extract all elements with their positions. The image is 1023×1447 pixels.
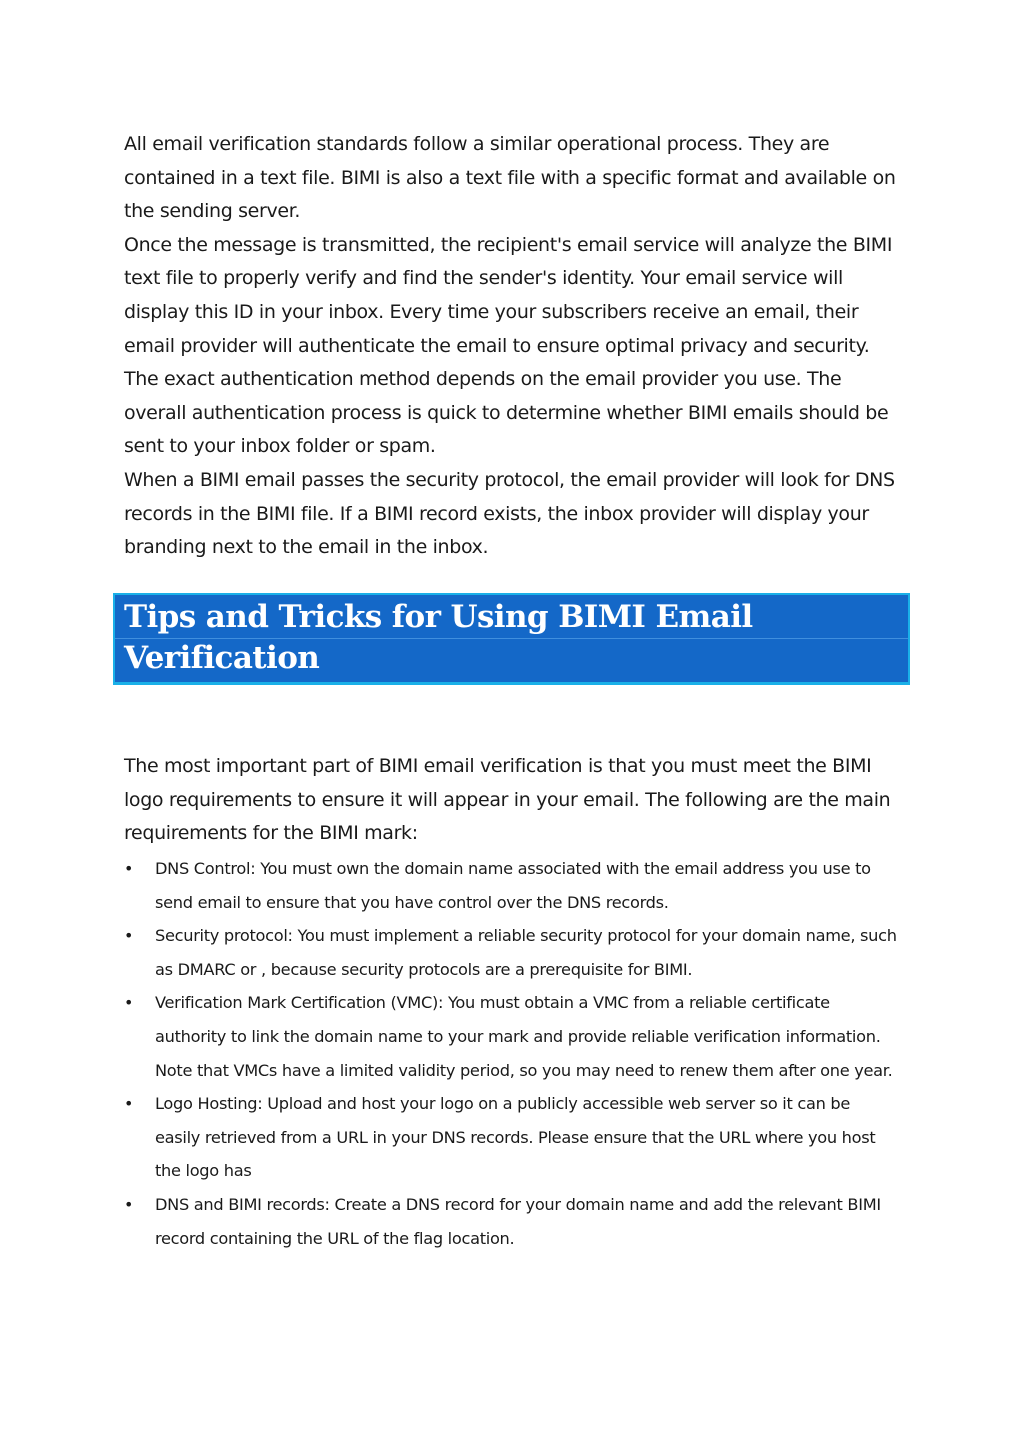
list-item <box>124 986 899 1087</box>
requirement-text: Verification Mark Certification (VMC): You must obtain a VMC from a reliable certificate authority to link the domain name to your mark and provide reliable verification information. Note that VMCs have a limited validity period, so you may need to renew them after one year. <box>155 993 893 1080</box>
bullet-icon: • <box>124 1094 134 1114</box>
intro-text <box>124 128 904 565</box>
intro-paragraph-analysis: Once the message is transmitted, the recipient's email service will analyze the BIMI text file to properly verify and find the sender's identity. Your email service will display this ID in your inbox. Every time your subscribers receive an email, their email provider will authenticate the email to ensure optimal privacy and security. The exact authentication method depends on the email provider you use. The overall authentication process is quick to determine whether BIMI emails should be sent to your inbox folder or spam. <box>124 233 893 458</box>
bullet-icon: • <box>124 926 134 946</box>
list-item <box>124 1087 899 1188</box>
section-heading: Tips and Tricks for Using BIMI Email Verification <box>124 599 753 676</box>
bullet-icon: • <box>124 859 134 878</box>
requirement-text: Logo Hosting: Upload and host your logo on a publicly accessible web server so it can be easily retrieved from a URL in your DNS records. Please ensure that the URL where you host the logo has <box>155 1094 876 1181</box>
requirement-text: DNS and BIMI records: Create a DNS record for your domain name and add the relevant BIMI record containing the URL of the flag location. <box>155 1194 881 1248</box>
intro-paragraph-process: All email verification standards follow a similar operational process. They are contained in a text file. BIMI is also a text file with a specific format and available on the sending server. <box>124 133 896 223</box>
section-intro <box>124 750 904 851</box>
bullet-icon: • <box>124 1194 134 1214</box>
requirement-text: DNS Control: You must own the domain name associated with the email address you use to send email to ensure that you have control over the DNS records. <box>155 859 871 912</box>
requirements-list <box>124 852 899 1255</box>
section-heading-banner <box>113 593 910 685</box>
bullet-icon: • <box>124 993 134 1013</box>
list-item <box>124 852 899 919</box>
requirement-text: Security protocol: You must implement a reliable security protocol for your domain name, such as DMARC or , because security protocols are a prerequisite for BIMI. <box>155 926 897 979</box>
section-intro-paragraph: The most important part of BIMI email verification is that you must meet the BIMI logo requirements to ensure it will appear in your email. The following are the main requirements for the BIMI mark: <box>124 755 891 845</box>
intro-paragraph-dns: When a BIMI email passes the security protocol, the email provider will look for DNS records in the BIMI file. If a BIMI record exists, the inbox provider will display your branding next to the email in the inbox. <box>124 468 895 559</box>
list-item <box>124 1188 899 1255</box>
list-item <box>124 919 899 986</box>
